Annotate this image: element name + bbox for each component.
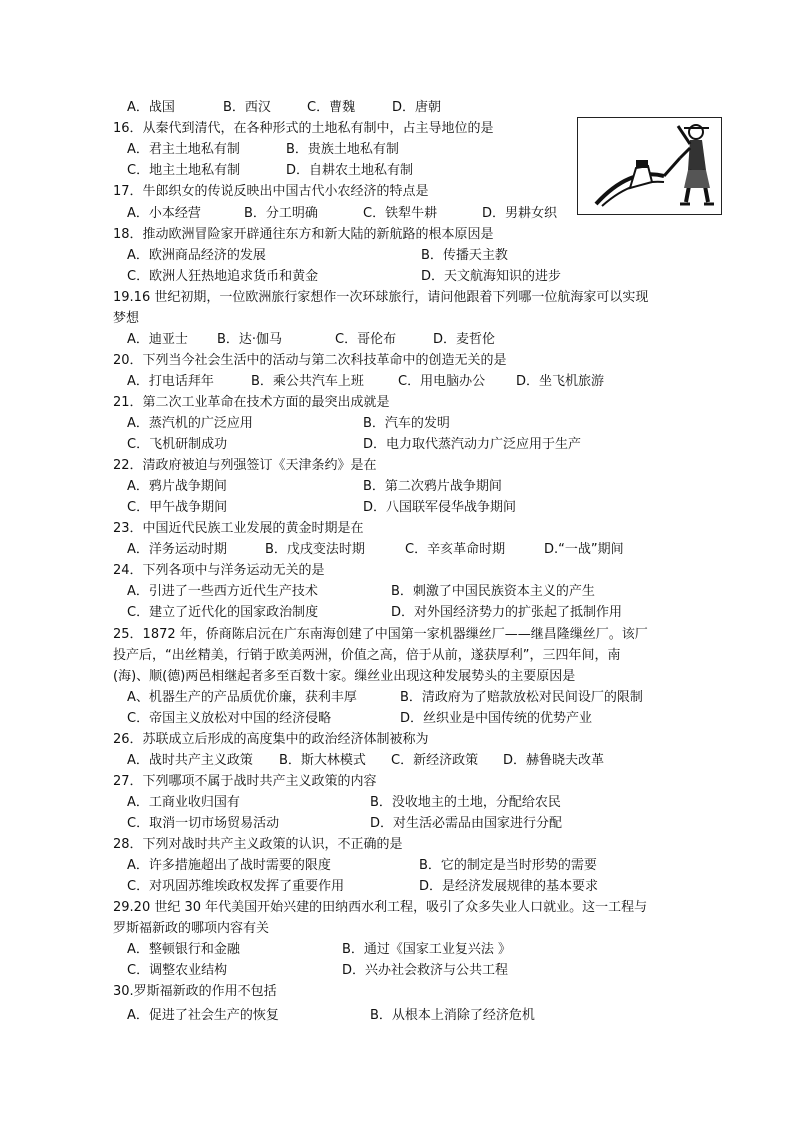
- option-18-b[interactable]: B．传播天主教: [421, 248, 508, 263]
- option-15-d[interactable]: D．唐朝: [392, 100, 442, 115]
- option-22-a[interactable]: A．鸦片战争期间: [127, 479, 227, 494]
- option-22-c[interactable]: C．甲午战争期间: [127, 500, 228, 515]
- option-23-c[interactable]: C．辛亥革命时期: [405, 542, 506, 557]
- option-22-b[interactable]: B．第二次鸦片战争期间: [363, 479, 502, 494]
- option-29-a[interactable]: A．整顿银行和金融: [127, 942, 240, 957]
- option-16-d[interactable]: D．自耕农土地私有制: [286, 163, 414, 178]
- question-28-stem: 28．下列对战时共产主义政策的认识，不正确的是: [113, 837, 403, 852]
- option-17-a[interactable]: A．小本经营: [127, 206, 201, 221]
- option-26-b[interactable]: B．斯大林模式: [279, 753, 366, 768]
- question-19-stem-line2: 梦想: [113, 311, 140, 326]
- option-28-c[interactable]: C．对巩固苏维埃政权发挥了重要作用: [127, 879, 345, 894]
- option-19-c[interactable]: C．哥伦布: [335, 332, 397, 347]
- option-17-c[interactable]: C．铁犁牛耕: [363, 206, 438, 221]
- option-27-c[interactable]: C．取消一切市场贸易活动: [127, 816, 280, 831]
- option-15-b[interactable]: B．西汉: [223, 100, 271, 115]
- question-16-stem: 16．从秦代到清代，在各种形式的土地私有制中，占主导地位的是: [113, 121, 494, 136]
- option-30-a[interactable]: A．促进了社会生产的恢复: [127, 1008, 279, 1023]
- question-29-stem-line2: 罗斯福新政的哪项内容有关: [113, 921, 270, 936]
- option-25-d[interactable]: D．丝织业是中国传统的优势产业: [400, 711, 593, 726]
- option-29-c[interactable]: C．调整农业结构: [127, 963, 228, 978]
- option-24-b[interactable]: B．刺激了中国民族资本主义的产生: [391, 584, 595, 599]
- option-19-b[interactable]: B．达·伽马: [217, 332, 283, 347]
- option-21-c[interactable]: C．飞机研制成功: [127, 437, 228, 452]
- option-21-a[interactable]: A．蒸汽机的广泛应用: [127, 416, 253, 431]
- question-23-stem: 23．中国近代民族工业发展的黄金时期是在: [113, 521, 364, 536]
- option-28-d[interactable]: D．是经济发展规律的基本要求: [419, 879, 599, 894]
- option-15-a[interactable]: A．战国: [127, 100, 175, 115]
- option-26-d[interactable]: D．赫鲁晓夫改革: [503, 753, 605, 768]
- option-28-a[interactable]: A．许多措施超出了战时需要的限度: [127, 858, 331, 873]
- option-20-d[interactable]: D．坐飞机旅游: [516, 374, 605, 389]
- option-24-a[interactable]: A．引进了一些西方近代生产技术: [127, 584, 318, 599]
- option-16-c[interactable]: C．地主土地私有制: [127, 163, 241, 178]
- option-23-b[interactable]: B．戊戌变法时期: [265, 542, 365, 557]
- question-17-stem: 17．牛郎织女的传说反映出中国古代小农经济的特点是: [113, 184, 429, 199]
- farmer-plow-icon: [578, 118, 721, 214]
- option-19-a[interactable]: A．迪亚士: [127, 332, 188, 347]
- option-24-c[interactable]: C．建立了近代化的国家政治制度: [127, 605, 319, 620]
- option-28-b[interactable]: B．它的制定是当时形势的需要: [419, 858, 597, 873]
- question-24-stem: 24．下列各项中与洋务运动无关的是: [113, 563, 325, 578]
- question-29-stem-line1: 29.20 世纪 30 年代美国开始兴建的田纳西水利工程，吸引了众多失业人口就业。这一工程与: [113, 900, 648, 915]
- option-29-d[interactable]: D．兴办社会救济与公共工程: [342, 963, 509, 978]
- option-21-d[interactable]: D．电力取代蒸汽动力广泛应用于生产: [363, 437, 582, 452]
- option-27-a[interactable]: A．工商业收归国有: [127, 795, 240, 810]
- option-20-a[interactable]: A．打电话拜年: [127, 374, 214, 389]
- option-17-b[interactable]: B．分工明确: [244, 206, 318, 221]
- plowing-illustration: [577, 117, 722, 215]
- option-18-d[interactable]: D．天文航海知识的进步: [421, 269, 562, 284]
- option-15-c[interactable]: C．曹魏: [307, 100, 356, 115]
- question-25-stem-line1: 25．1872 年，侨商陈启沅在广东南海创建了中国第一家机器缫丝厂——继昌隆缫丝厂。该厂: [113, 627, 648, 642]
- question-20-stem: 20．下列当今社会生活中的活动与第二次科技革命中的创造无关的是: [113, 353, 507, 368]
- question-26-stem: 26．苏联成立后形成的高度集中的政治经济体制被称为: [113, 732, 429, 747]
- question-27-stem: 27．下列哪项不属于战时共产主义政策的内容: [113, 774, 377, 789]
- option-16-a[interactable]: A．君主土地私有制: [127, 142, 240, 157]
- option-25-c[interactable]: C．帝国主义放松对中国的经济侵略: [127, 711, 332, 726]
- option-20-b[interactable]: B．乘公共汽车上班: [251, 374, 364, 389]
- option-26-a[interactable]: A．战时共产主义政策: [127, 753, 253, 768]
- option-16-b[interactable]: B．贵族土地私有制: [286, 142, 399, 157]
- question-30-stem: 30.罗斯福新政的作用不包括: [113, 984, 277, 999]
- option-26-c[interactable]: C．新经济政策: [391, 753, 479, 768]
- option-30-b[interactable]: B．从根本上消除了经济危机: [370, 1008, 535, 1023]
- option-25-a[interactable]: A、机器生产的产品质优价廉，获利丰厚: [127, 690, 357, 705]
- question-18-stem: 18．推动欧洲冒险家开辟通往东方和新大陆的新航路的根本原因是: [113, 227, 494, 242]
- question-21-stem: 21．第二次工业革命在技术方面的最突出成就是: [113, 395, 390, 410]
- option-25-b[interactable]: B．清政府为了赔款放松对民间设厂的限制: [400, 690, 643, 705]
- question-22-stem: 22．清政府被迫与列强签订《天津条约》是在: [113, 458, 377, 473]
- option-19-d[interactable]: D．麦哲伦: [433, 332, 496, 347]
- option-20-c[interactable]: C．用电脑办公: [398, 374, 486, 389]
- question-25-stem-line3: (海)、顺(德)两邑相继起者多至百数十家。缫丝业出现这种发展势头的主要原因是: [113, 669, 576, 684]
- option-29-b[interactable]: B．通过《国家工业复兴法 》: [342, 942, 512, 957]
- question-25-stem-line2: 投产后，“出丝精美，行销于欧美两洲，价值之高，倍于从前，遂获厚利”，三四年间，南: [113, 648, 621, 663]
- option-17-d[interactable]: D．男耕女织: [482, 206, 558, 221]
- option-21-b[interactable]: B．汽车的发明: [363, 416, 450, 431]
- question-19-stem-line1: 19.16 世纪初期，一位欧洲旅行家想作一次环球旅行，请问他跟着下列哪一位航海家可以实现: [113, 290, 649, 305]
- option-18-c[interactable]: C．欧洲人狂热地追求货币和黄金: [127, 269, 319, 284]
- option-22-d[interactable]: D．八国联军侵华战争期间: [363, 500, 517, 515]
- option-24-d[interactable]: D．对外国经济势力的扩张起了抵制作用: [391, 605, 623, 620]
- option-23-d[interactable]: D.“一战”期间: [544, 542, 624, 557]
- option-23-a[interactable]: A．洋务运动时期: [127, 542, 227, 557]
- option-27-d[interactable]: D．对生活必需品由国家进行分配: [370, 816, 563, 831]
- option-27-b[interactable]: B．没收地主的土地，分配给农民: [370, 795, 561, 810]
- option-18-a[interactable]: A．欧洲商品经济的发展: [127, 248, 266, 263]
